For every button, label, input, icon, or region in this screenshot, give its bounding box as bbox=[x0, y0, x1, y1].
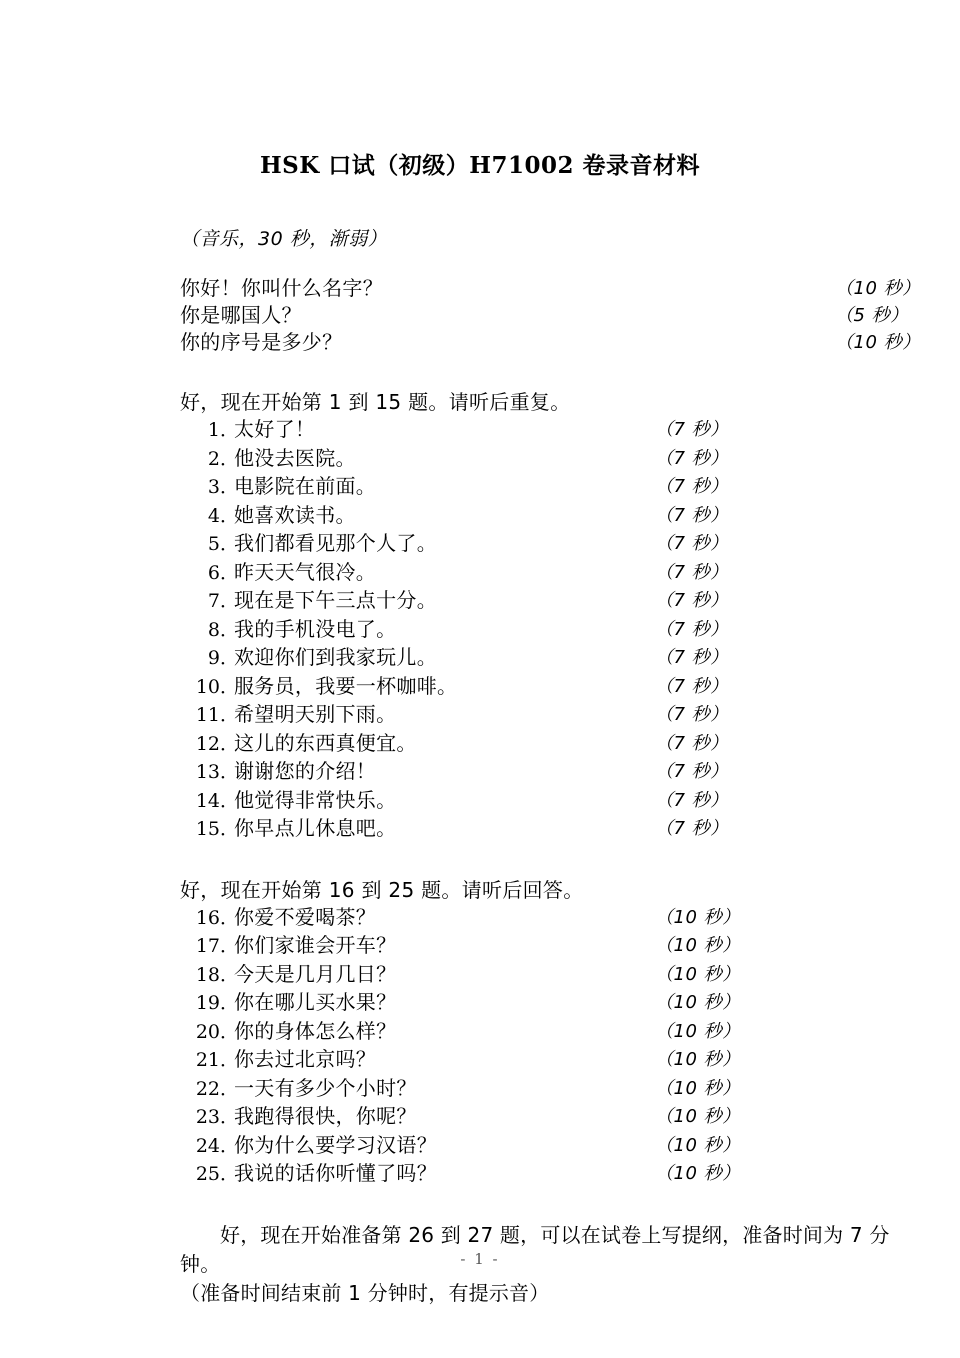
item-dot: ． bbox=[220, 1163, 240, 1186]
item-text: 你爱不爱喝茶？ bbox=[234, 904, 377, 929]
item-text: 你早点儿休息吧。 bbox=[234, 816, 397, 841]
intro-question-text: 你好！你叫什么名字？ bbox=[180, 276, 383, 301]
item-text: 我的手机没电了。 bbox=[234, 616, 397, 641]
item-dot: ． bbox=[220, 504, 240, 527]
list-item bbox=[0, 445, 960, 474]
item-text: 希望明天别下雨。 bbox=[234, 702, 397, 727]
item-dot: ． bbox=[220, 1049, 240, 1072]
item-dot: ． bbox=[220, 675, 240, 698]
item-dot: ． bbox=[220, 618, 240, 641]
item-dot: ． bbox=[220, 992, 240, 1015]
item-number: 14 bbox=[195, 789, 220, 812]
item-duration: （10 秒） bbox=[655, 906, 741, 928]
list-item bbox=[0, 1075, 960, 1104]
item-text: 我们都看见那个人了。 bbox=[234, 531, 437, 556]
item-text: 现在是下午三点十分。 bbox=[234, 588, 437, 613]
item-text: 欢迎你们到我家玩儿。 bbox=[234, 645, 437, 670]
list-item bbox=[0, 730, 960, 759]
item-dot: ． bbox=[220, 561, 240, 584]
item-duration: （7 秒） bbox=[655, 504, 729, 526]
intro-question-row bbox=[180, 329, 921, 356]
item-text: 你的身体怎么样？ bbox=[234, 1018, 397, 1043]
item-dot: ． bbox=[220, 761, 240, 784]
item-dot: ． bbox=[220, 533, 240, 556]
list-item bbox=[0, 1103, 960, 1132]
item-text: 太好了！ bbox=[234, 417, 316, 442]
item-text: 这儿的东西真便宜。 bbox=[234, 730, 417, 755]
item-duration: （7 秒） bbox=[655, 647, 729, 669]
item-duration: （10 秒） bbox=[655, 1020, 741, 1042]
list-item bbox=[0, 787, 960, 816]
list-item bbox=[0, 815, 960, 844]
item-number: 21 bbox=[195, 1049, 220, 1072]
item-duration: （7 秒） bbox=[655, 789, 729, 811]
part2-item-list bbox=[0, 904, 960, 1189]
item-duration: （7 秒） bbox=[655, 533, 729, 555]
music-cue-line: （音乐，30 秒，渐弱） bbox=[180, 227, 388, 250]
item-duration: （7 秒） bbox=[655, 818, 729, 840]
item-duration: （7 秒） bbox=[655, 590, 729, 612]
intro-question-duration: （5 秒） bbox=[835, 305, 909, 327]
item-duration: （7 秒） bbox=[655, 761, 729, 783]
item-duration: （10 秒） bbox=[655, 1134, 741, 1156]
list-item bbox=[0, 1160, 960, 1189]
item-duration: （7 秒） bbox=[655, 732, 729, 754]
list-item bbox=[0, 644, 960, 673]
item-number: 8 bbox=[207, 618, 220, 641]
list-item bbox=[0, 559, 960, 588]
item-number: 9 bbox=[207, 647, 220, 670]
item-number: 7 bbox=[207, 590, 220, 613]
list-item bbox=[0, 961, 960, 990]
list-item bbox=[0, 1018, 960, 1047]
item-number: 13 bbox=[195, 761, 220, 784]
item-number: 10 bbox=[195, 675, 220, 698]
item-dot: ． bbox=[220, 818, 240, 841]
item-number: 19 bbox=[195, 992, 220, 1015]
item-number: 17 bbox=[195, 935, 220, 958]
item-number: 18 bbox=[195, 963, 220, 986]
item-dot: ． bbox=[220, 447, 240, 470]
list-item bbox=[0, 587, 960, 616]
intro-question-duration: （10 秒） bbox=[835, 278, 921, 300]
item-duration: （10 秒） bbox=[655, 1163, 741, 1185]
item-text: 服务员，我要一杯咖啡。 bbox=[234, 673, 458, 698]
item-duration: （10 秒） bbox=[655, 1106, 741, 1128]
intro-questions-group bbox=[0, 275, 960, 356]
item-number: 16 bbox=[195, 906, 220, 929]
list-item bbox=[0, 616, 960, 645]
item-text: 电影院在前面。 bbox=[234, 474, 377, 499]
page-footer: - 1 - bbox=[460, 1250, 500, 1268]
item-dot: ． bbox=[220, 704, 240, 727]
item-dot: ． bbox=[220, 1020, 240, 1043]
item-number: 12 bbox=[195, 732, 220, 755]
item-text: 你为什么要学习汉语？ bbox=[234, 1132, 437, 1157]
item-dot: ． bbox=[220, 789, 240, 812]
item-dot: ． bbox=[220, 963, 240, 986]
list-item bbox=[0, 473, 960, 502]
instruction-part1: 好，现在开始第 1 到 15 题。请听后重复。 bbox=[180, 390, 571, 415]
item-number: 24 bbox=[195, 1134, 220, 1157]
item-number: 2 bbox=[207, 447, 220, 470]
list-item bbox=[0, 989, 960, 1018]
item-dot: ． bbox=[220, 1106, 240, 1129]
item-text: 我跑得很快，你呢？ bbox=[234, 1104, 417, 1129]
part1-item-list bbox=[0, 416, 960, 844]
item-dot: ． bbox=[220, 419, 240, 442]
list-item bbox=[0, 1132, 960, 1161]
item-duration: （7 秒） bbox=[655, 618, 729, 640]
item-number: 25 bbox=[195, 1163, 220, 1186]
item-dot: ． bbox=[220, 906, 240, 929]
item-text: 她喜欢读书。 bbox=[234, 502, 356, 527]
item-text: 你去过北京吗？ bbox=[234, 1047, 377, 1072]
instruction-part2: 好，现在开始第 16 到 25 题。请听后回答。 bbox=[180, 877, 584, 902]
item-text: 谢谢您的介绍！ bbox=[234, 759, 377, 784]
item-text: 你在哪儿买水果？ bbox=[234, 990, 397, 1015]
item-duration: （7 秒） bbox=[655, 704, 729, 726]
list-item bbox=[0, 530, 960, 559]
item-text: 他没去医院。 bbox=[234, 445, 356, 470]
item-number: 5 bbox=[207, 533, 220, 556]
item-dot: ． bbox=[220, 1134, 240, 1157]
item-number: 6 bbox=[207, 561, 220, 584]
list-item bbox=[0, 701, 960, 730]
item-dot: ． bbox=[220, 590, 240, 613]
intro-question-text: 你是哪国人？ bbox=[180, 303, 302, 328]
item-text: 我说的话你听懂了吗？ bbox=[234, 1161, 437, 1186]
intro-question-text: 你的序号是多少？ bbox=[180, 330, 343, 355]
item-duration: （10 秒） bbox=[655, 1077, 741, 1099]
item-number: 4 bbox=[207, 504, 220, 527]
item-number: 1 bbox=[207, 419, 220, 442]
item-text: 一天有多少个小时？ bbox=[234, 1075, 417, 1100]
list-item bbox=[0, 673, 960, 702]
item-duration: （10 秒） bbox=[655, 935, 741, 957]
page-title: HSK 口试（初级）H71002 卷录音材料 bbox=[259, 152, 701, 179]
item-text: 你们家谁会开车？ bbox=[234, 933, 397, 958]
list-item bbox=[0, 502, 960, 531]
item-number: 15 bbox=[195, 818, 220, 841]
list-item bbox=[0, 932, 960, 961]
item-dot: ． bbox=[220, 476, 240, 499]
item-text: 今天是几月几日？ bbox=[234, 961, 397, 986]
item-dot: ． bbox=[220, 647, 240, 670]
intro-question-row bbox=[180, 302, 909, 329]
item-number: 11 bbox=[195, 704, 220, 727]
instruction-part3-note: （准备时间结束前 1 分钟时，有提示音） bbox=[180, 1280, 550, 1305]
list-item bbox=[0, 416, 960, 445]
item-duration: （7 秒） bbox=[655, 419, 729, 441]
item-duration: （10 秒） bbox=[655, 1049, 741, 1071]
item-number: 3 bbox=[207, 476, 220, 499]
item-dot: ． bbox=[220, 732, 240, 755]
list-item bbox=[0, 1046, 960, 1075]
item-text: 昨天天气很冷。 bbox=[234, 559, 377, 584]
instruction-part3-text: 好，现在开始准备第 26 到 27 题，可以在试卷上写提纲，准备时间为 7 分钟。 bbox=[180, 1222, 890, 1276]
item-duration: （7 秒） bbox=[655, 447, 729, 469]
item-duration: （7 秒） bbox=[655, 675, 729, 697]
item-dot: ． bbox=[220, 935, 240, 958]
item-duration: （7 秒） bbox=[655, 476, 729, 498]
item-number: 22 bbox=[195, 1077, 220, 1100]
intro-question-duration: （10 秒） bbox=[835, 332, 921, 354]
item-text: 他觉得非常快乐。 bbox=[234, 787, 397, 812]
list-item bbox=[0, 904, 960, 933]
item-duration: （7 秒） bbox=[655, 561, 729, 583]
list-item bbox=[0, 758, 960, 787]
item-duration: （10 秒） bbox=[655, 963, 741, 985]
item-number: 20 bbox=[195, 1020, 220, 1043]
item-dot: ． bbox=[220, 1077, 240, 1100]
item-duration: （10 秒） bbox=[655, 992, 741, 1014]
intro-question-row bbox=[180, 275, 921, 302]
item-number: 23 bbox=[195, 1106, 220, 1129]
